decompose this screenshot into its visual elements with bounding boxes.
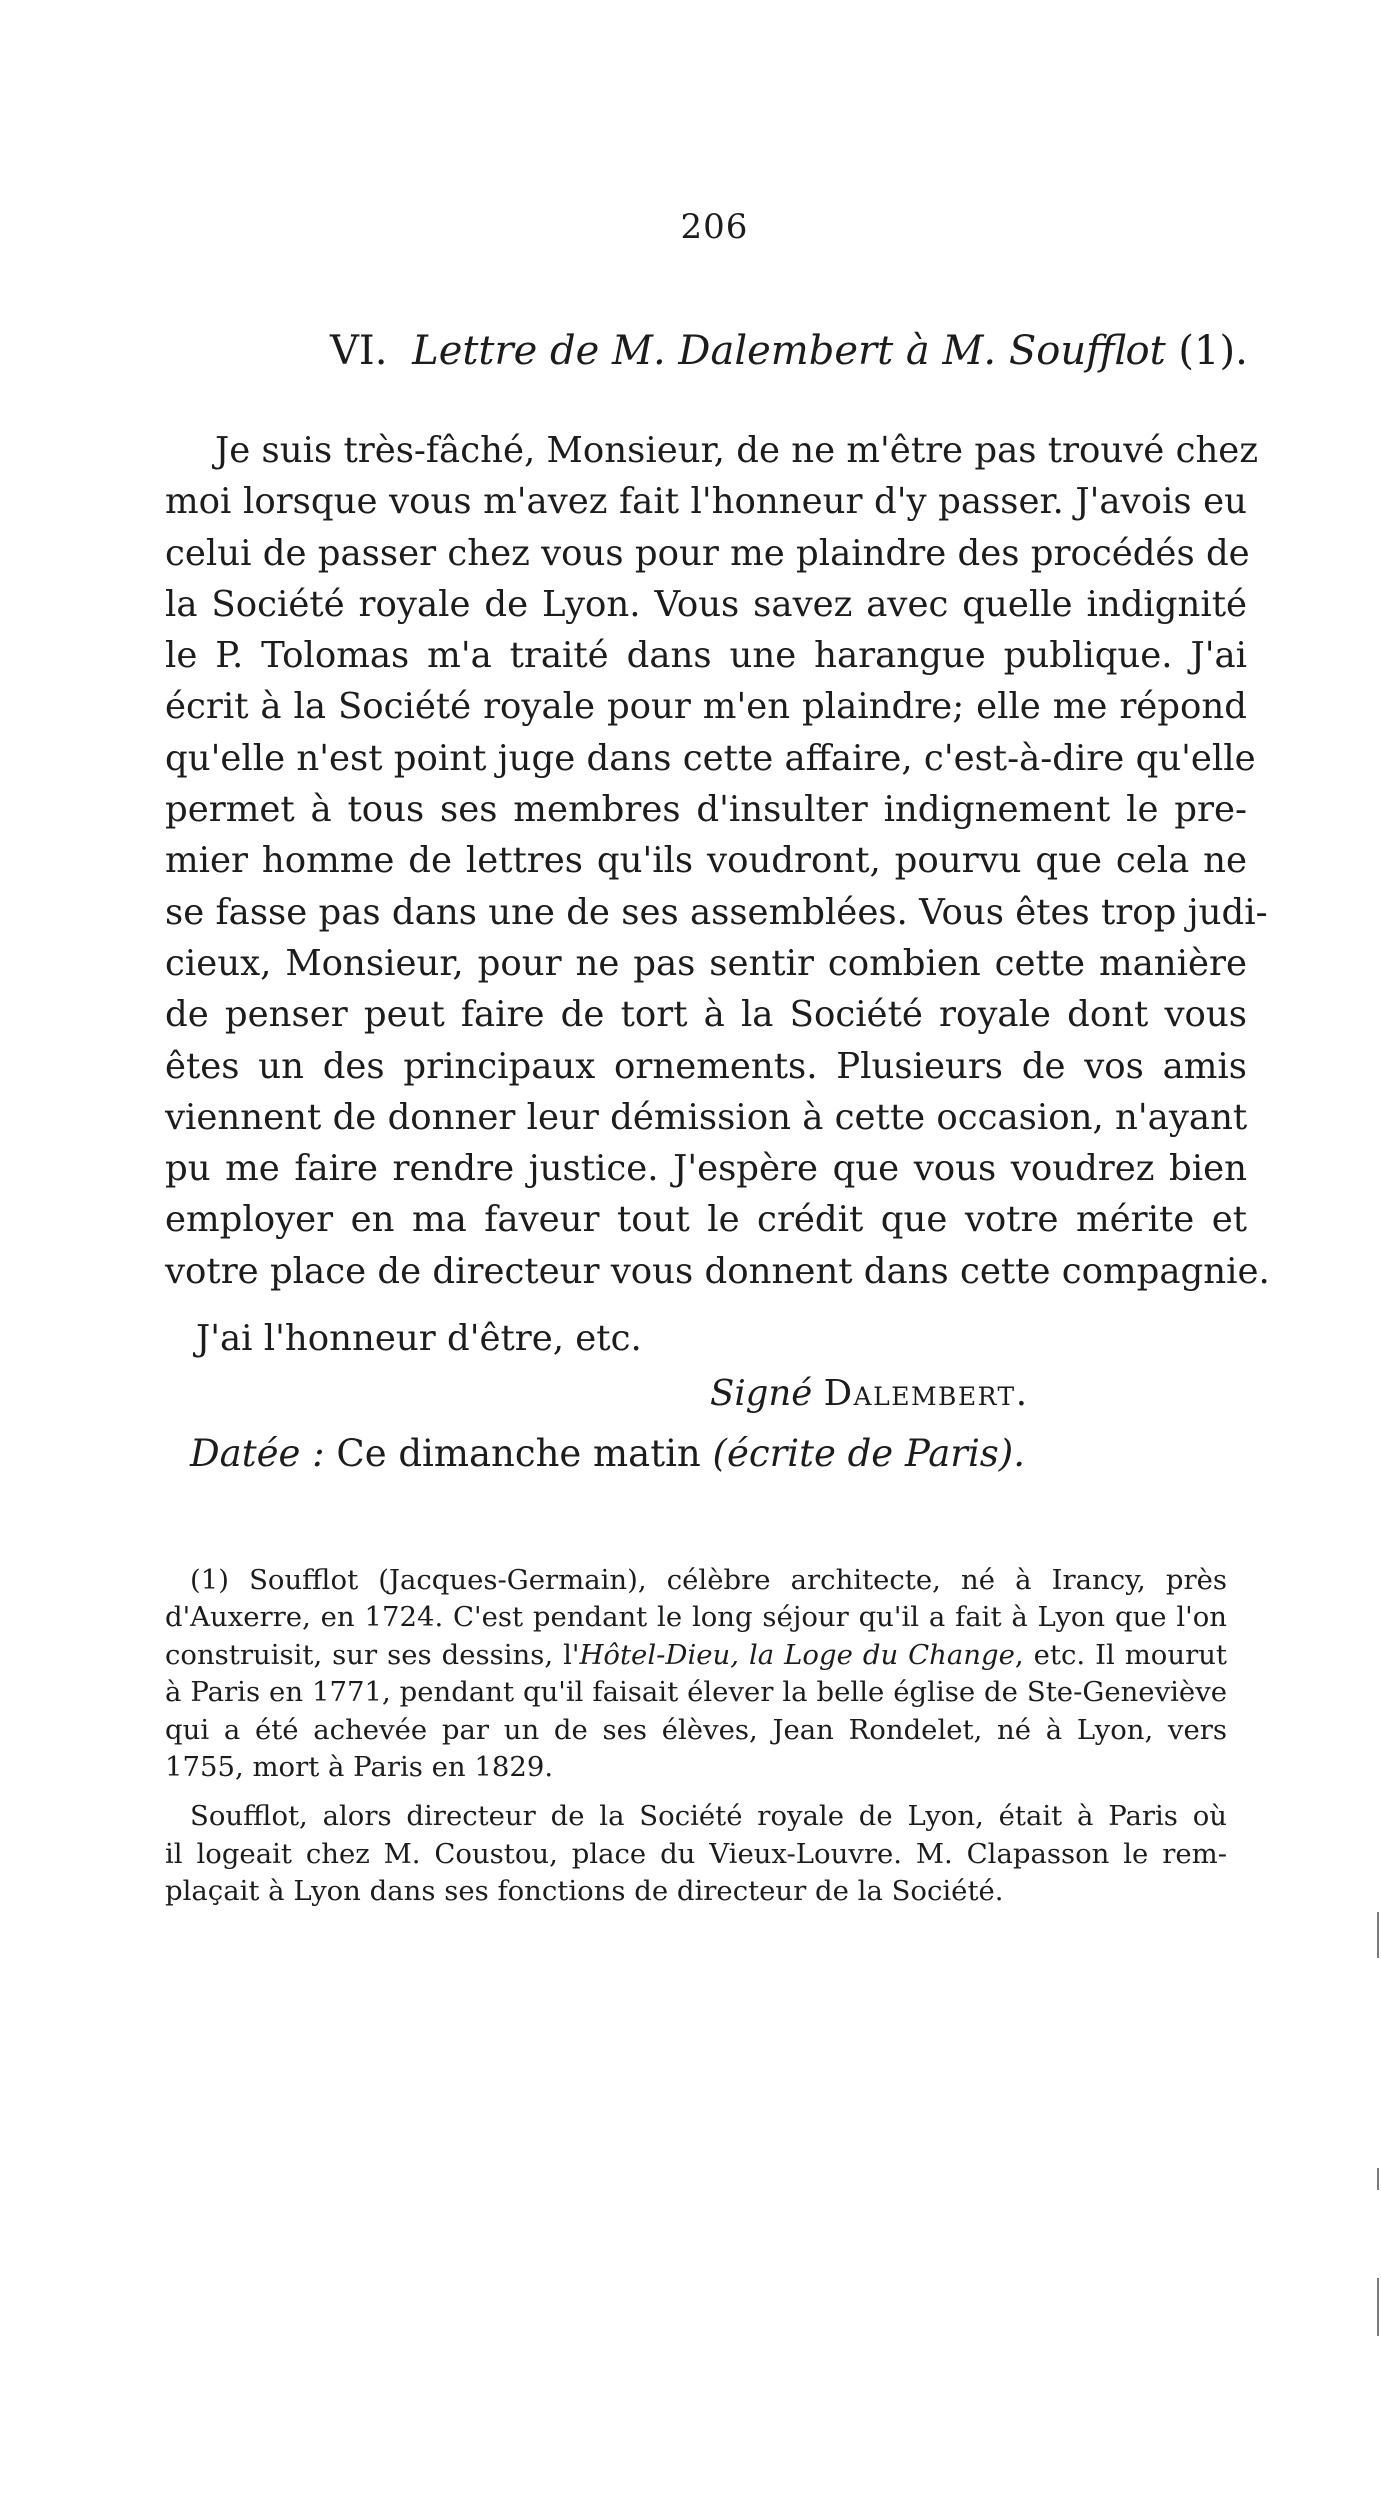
letter-line: la Société royale de Lyon. Vous savez avec quelle indignité [165, 583, 1247, 625]
letter-closing: J'ai l'honneur d'être, etc. [196, 1318, 642, 1359]
letter-line: viennent de donner leur démission à cette occasion, n'ayant [165, 1096, 1248, 1138]
footnote-text: construisit, sur ses dessins, l' [165, 1638, 580, 1671]
footnote-text: , etc. Il mourut [1014, 1638, 1227, 1671]
scan-edge-mark [1377, 2278, 1379, 2336]
footnote-line: plaçait à Lyon dans ses fonctions de directeur de la Société. [165, 1875, 1004, 1908]
letter-line: se fasse pas dans une de ses assemblées. Vous êtes trop judi- [165, 891, 1268, 933]
letter-line: le P. Tolomas m'a traité dans une harangue publique. J'ai [165, 635, 1247, 677]
letter-line: employer en ma faveur tout le crédit que votre mérite et [165, 1199, 1247, 1241]
letter-line: permet à tous ses membres d'insulter indignement le pre- [165, 789, 1247, 831]
footnote-line: 1755, mort à Paris en 1829. [165, 1750, 554, 1783]
letter-line: moi lorsque vous m'avez fait l'honneur d'y passer. J'avois eu [165, 481, 1247, 523]
footnote-line: d'Auxerre, en 1724. C'est pendant le long séjour qu'il a fait à Lyon que l'on [165, 1601, 1227, 1634]
footnote-paragraph-2 [165, 1798, 1227, 1910]
footnote [165, 1562, 1227, 1911]
footnote-line: qui a été achevée par un de ses élèves, Jean Rondelet, né à Lyon, vers [165, 1713, 1227, 1746]
date-text: Ce dimanche matin [336, 1432, 701, 1475]
letter-line: qu'elle n'est point juge dans cette affaire, c'est-à-dire qu'elle [165, 737, 1256, 779]
footnote-line [165, 1637, 1227, 1674]
letter-line: celui de passer chez vous pour me plaindre des procédés de [165, 532, 1250, 574]
letter-heading [330, 328, 1248, 374]
heading-title: Lettre de M. Dalembert à M. Soufflot [412, 328, 1166, 374]
letter-line: de penser peut faire de tort à la Société royale dont vous [165, 994, 1247, 1036]
letter-line: votre place de directeur vous donnent dans cette compagnie. [165, 1250, 1270, 1292]
letter-body [165, 425, 1270, 1297]
letter-line: écrit à la Société royale pour m'en plaindre; elle me répond [165, 686, 1247, 728]
letter-line: mier homme de lettres qu'ils voudront, pourvu que cela ne [165, 840, 1247, 882]
signature [710, 1373, 1029, 1414]
footnote-line: à Paris en 1771, pendant qu'il faisait élever la belle église de Ste-Geneviève [165, 1676, 1227, 1709]
footnote-line: Soufflot, alors directeur de la Société royale de Lyon, était à Paris où [190, 1800, 1227, 1833]
letter-line: Je suis très-fâché, Monsieur, de ne m'être pas trouvé chez [215, 430, 1259, 471]
letter-line: êtes un des principaux ornements. Plusieurs de vos amis [165, 1045, 1247, 1087]
footnote-line: (1) Soufflot (Jacques-Germain), célèbre architecte, né à Irancy, près [190, 1564, 1227, 1596]
footnote-reference: (1). [1178, 328, 1248, 374]
scan-edge-mark [1377, 2168, 1379, 2190]
letter-line: pu me faire rendre justice. J'espère que vous voudrez bien [165, 1148, 1247, 1190]
page-number: 206 [680, 207, 749, 247]
signature-name: Dalembert. [823, 1373, 1029, 1414]
date-line [190, 1432, 1025, 1475]
date-note: (écrite de Paris). [712, 1432, 1025, 1475]
footnote-italic-text: Hôtel-Dieu, la Loge du Change [579, 1638, 1015, 1671]
footnote-line: il logeait chez M. Coustou, place du Vieux-Louvre. M. Clapasson le rem- [165, 1837, 1227, 1870]
letter-line: cieux, Monsieur, pour ne pas sentir combien cette manière [165, 942, 1247, 984]
scan-edge-mark [1377, 1912, 1379, 1958]
signature-label: Signé [710, 1373, 813, 1414]
date-label: Datée : [190, 1432, 325, 1475]
heading-number: VI. [330, 328, 388, 374]
